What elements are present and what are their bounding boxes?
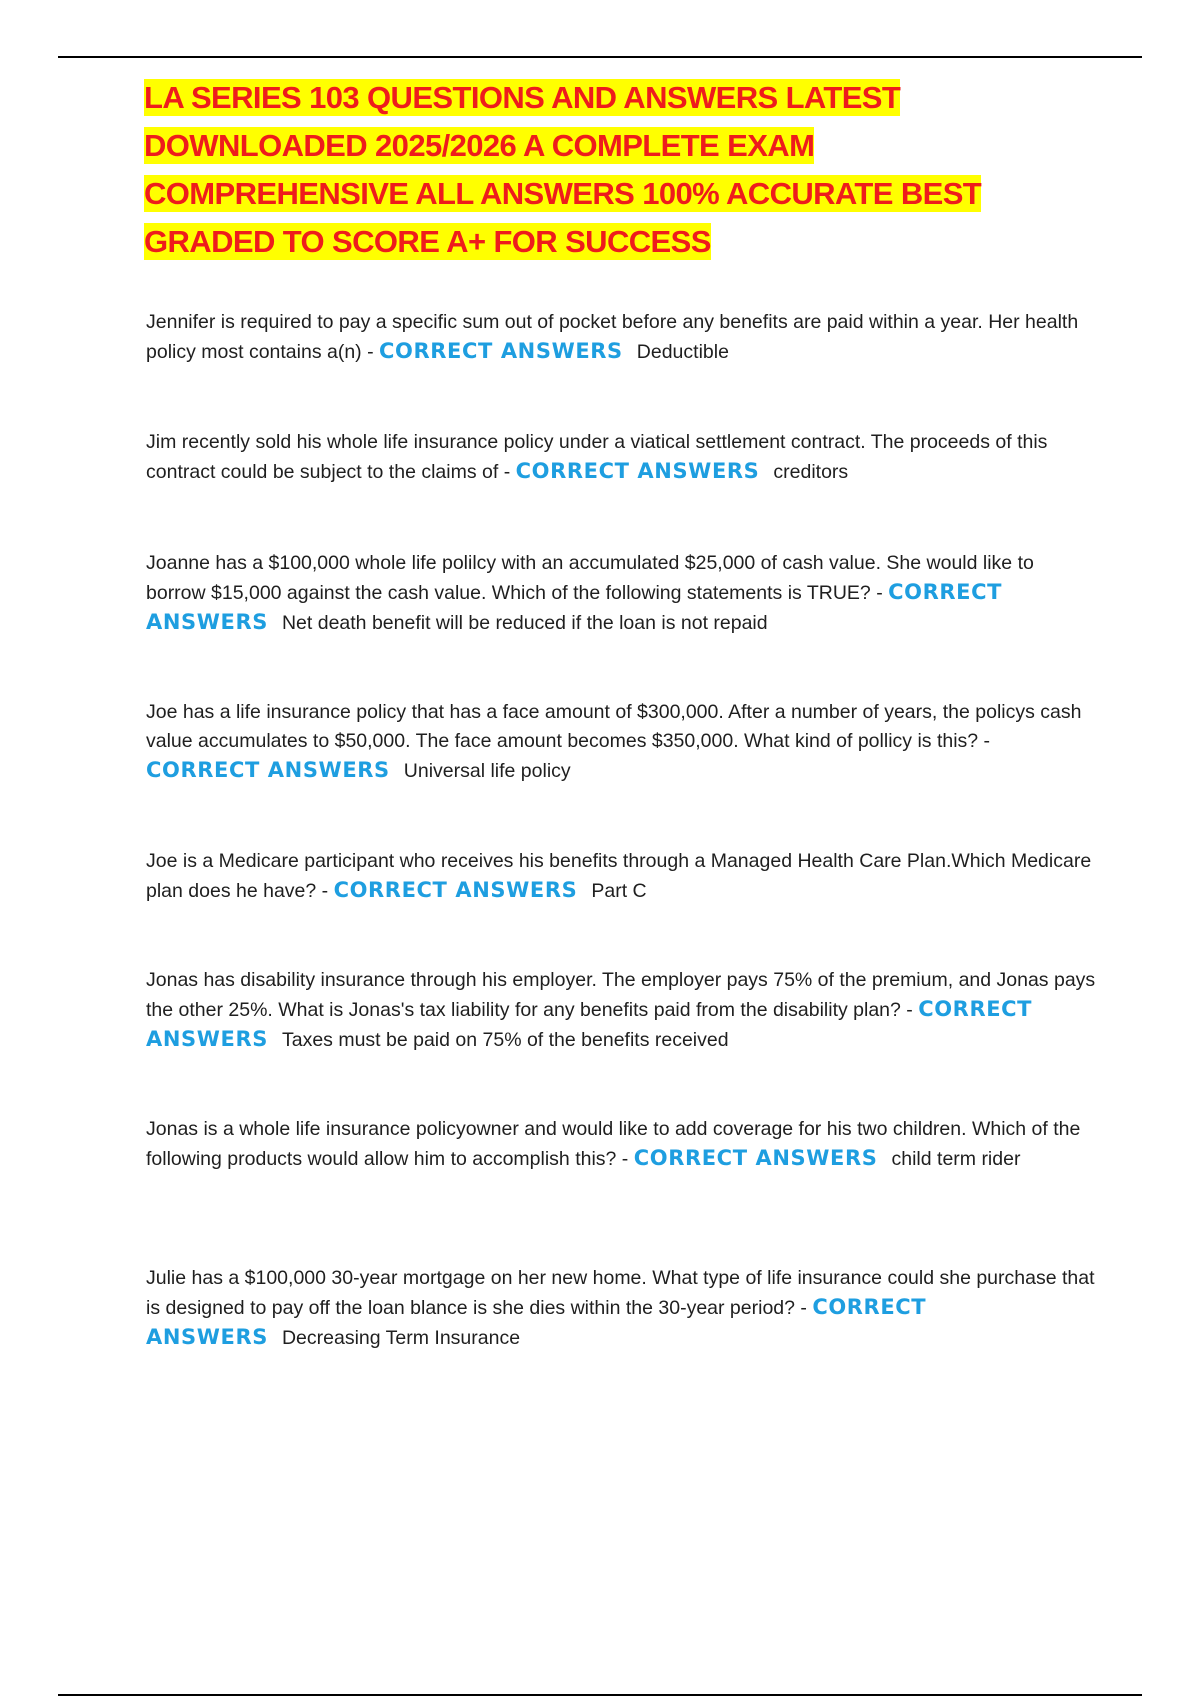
answer-text: Taxes must be paid on 75% of the benefits received [281,1029,729,1051]
correct-answers-label: CORRECT ANSWERS [515,459,760,483]
correct-answers-label: CORRECT ANSWERS [146,1295,927,1349]
question-text: Jim recently sold his whole life insurance policy under a viatical settlement contract. The proceeds of this contract could be subject to the claims of [146,431,1048,483]
separator: - [900,999,919,1021]
answer-text: creditors [773,461,849,483]
correct-answers-label: CORRECT ANSWERS [379,339,623,363]
separator: - [361,341,380,363]
question-text: Jonas is a whole life insurance policyowner and would like to add coverage for his two children. Which of the following products would allow him to accomplish this? [146,1118,1081,1170]
question-text: Jonas has disability insurance through his employer. The employer pays 75% of the premium, and Jonas pays the other 25%. What is Jonas's tax liability for any benefits paid from the disability plan? [146,969,1096,1021]
qa-item [146,1264,1096,1353]
question-text: Joe has a life insurance policy that has a face amount of $300,000. After a number of years, the policys cash value accumulates to $50,000. The face amount becomes $350,000. What kind of pollicy is this? [146,701,1082,752]
correct-answers-label: CORRECT ANSWERS [333,878,578,902]
qa-item [146,847,1096,906]
answer-text: Decreasing Term Insurance [281,1327,521,1349]
correct-answers-label: CORRECT ANSWERS [146,758,390,782]
question-text: Julie has a $100,000 30-year mortgage on her new home. What type of life insurance could she purchase that is designed to pay off the loan blance is she dies within the 30-year period? [146,1267,1095,1319]
answer-text: Universal life policy [403,760,571,782]
qa-item [146,1115,1096,1174]
qa-item [146,966,1096,1055]
question-text: Jennifer is required to pay a specific sum out of pocket before any benefits are paid within a year. Her health policy most contains a(n) [146,311,1079,363]
separator: - [794,1297,813,1319]
correct-answers-label: CORRECT ANSWERS [633,1146,878,1170]
question-text: Joe is a Medicare participant who receives his benefits through a Managed Health Care Plan.Which Medicare plan does he have? [146,850,1092,902]
correct-answers-label: CORRECT ANSWERS [146,580,1003,634]
qa-item [146,698,1096,786]
qa-item [146,428,1096,487]
separator: - [316,880,334,902]
qa-item [146,308,1096,367]
qa-item [146,549,1096,638]
top-rule [58,56,1142,58]
question-text: Joanne has a $100,000 whole life polilcy with an accumulated $25,000 of cash value. She would like to borrow $15,000 against the cash value. Which of the following statements is TRUE? [146,552,1034,604]
document-title [144,74,1004,266]
correct-answers-label: CORRECT ANSWERS [146,997,1033,1051]
separator: - [616,1148,634,1170]
separator: - [978,730,991,752]
answer-text: child term rider [891,1148,1021,1170]
answer-text: Net death benefit will be reduced if the loan is not repaid [281,612,768,634]
document-title-text: LA SERIES 103 QUESTIONS AND ANSWERS LATEST DOWNLOADED 2025/2026 A COMPLETE EXAM COMPREHENSIVE ALL ANSWERS 100% ACCURATE BEST GRADED TO SCORE A+ FOR SUCCESS [144,80,982,259]
answer-text: Part C [591,880,647,902]
separator: - [870,582,889,604]
separator: - [498,461,516,483]
bottom-rule [58,1694,1142,1696]
answer-text: Deductible [636,341,729,363]
